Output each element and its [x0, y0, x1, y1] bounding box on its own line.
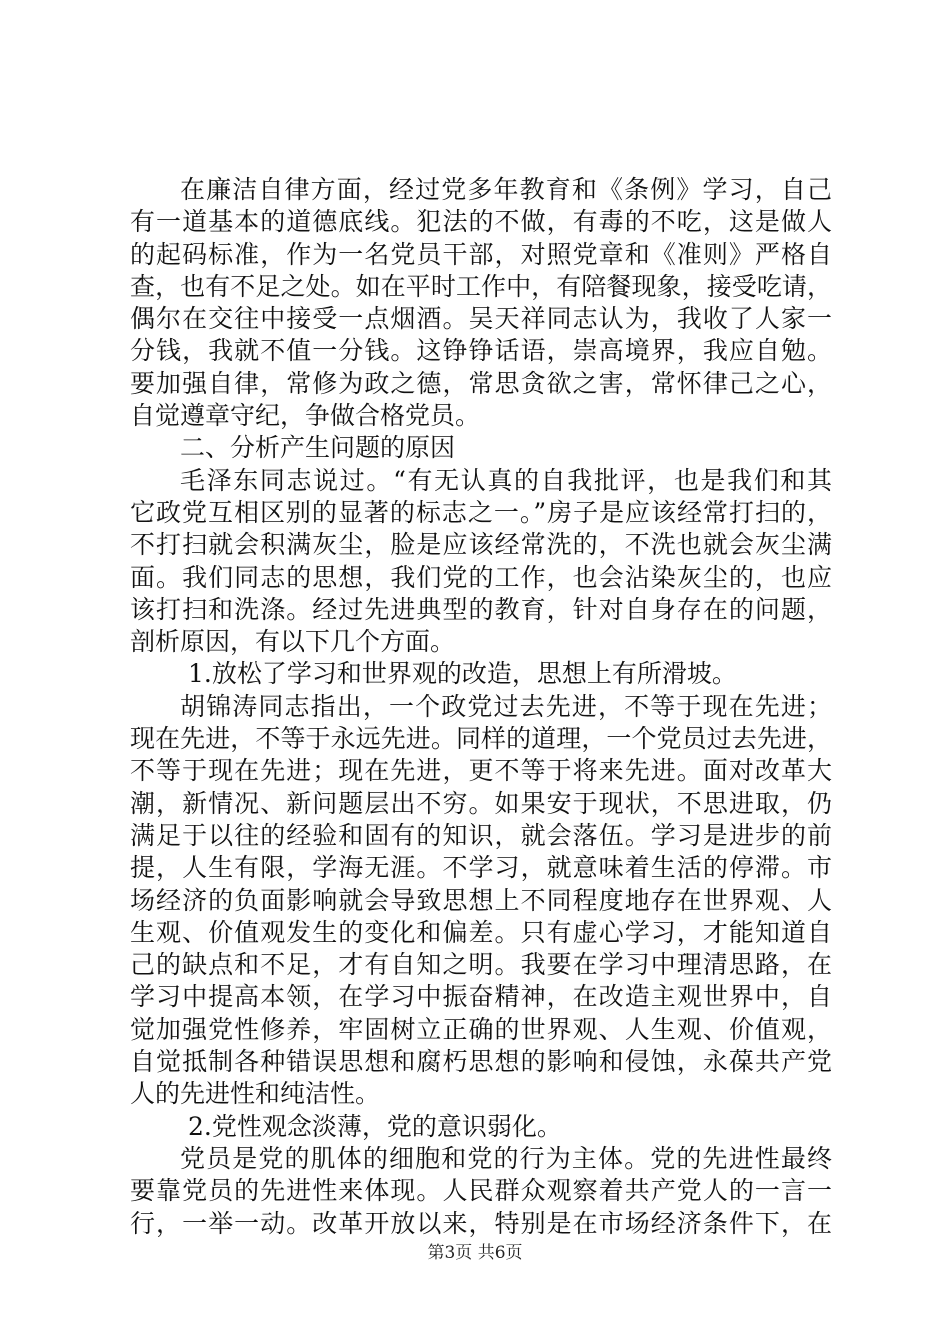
paragraph-line: 提，人生有限，学海无涯。不学习，就意味着生活的停滞。市 — [130, 853, 832, 883]
paragraph-line: 胡锦涛同志指出，一个政党过去先进，不等于现在先进； — [180, 691, 832, 721]
paragraph-line: 现在先进，不等于永远先进。同样的道理，一个党员过去先进， — [130, 724, 832, 754]
paragraph-line: 在廉洁自律方面，经过党多年教育和《条例》学习，自己 — [180, 175, 832, 204]
paragraph-line: 党员是党的肌体的细胞和党的行为主体。党的先进性最终 — [180, 1143, 832, 1173]
paragraph-line: 偶尔在交往中接受一点烟酒。吴天祥同志认为，我收了人家一 — [130, 304, 832, 334]
page-number-footer: 第3页 共6页 — [427, 1243, 523, 1263]
section-heading: 二、分析产生问题的原因 — [180, 433, 456, 463]
document-body — [130, 174, 832, 1240]
paragraph-line: 行，一举一动。改革开放以来，特别是在市场经济条件下，在 — [130, 1208, 832, 1238]
paragraph-line: 分钱，我就不值一分钱。这铮铮话语，崇高境界，我应自勉。 — [130, 336, 832, 366]
subsection-heading: 1.放松了学习和世界观的改造，思想上有所滑坡。 — [188, 659, 737, 689]
subsection-heading: 2.党性观念淡薄，党的意识弱化。 — [188, 1111, 562, 1141]
paragraph-line: 要靠党员的先进性来体现。人民群众观察着共产党人的一言一 — [130, 1176, 832, 1206]
paragraph-line: 有一道基本的道德底线。犯法的不做，有毒的不吃，这是做人 — [130, 207, 832, 237]
paragraph-line: 潮，新情况、新问题层出不穷。如果安于现状，不思进取，仍 — [130, 788, 832, 818]
paragraph-line: 毛泽东同志说过。“有无认真的自我批评，也是我们和其 — [180, 465, 832, 495]
paragraph-line: 它政党互相区别的显著的标志之一。”房子是应该经常打扫的， — [130, 497, 832, 527]
paragraph-line: 学习中提高本领，在学习中振奋精神，在改造主观世界中，自 — [130, 982, 832, 1012]
paragraph-line: 剖析原因，有以下几个方面。 — [130, 627, 456, 657]
paragraph-line: 生观、价值观发生的变化和偏差。只有虚心学习，才能知道自 — [130, 917, 832, 947]
paragraph-line: 满足于以往的经验和固有的知识，就会落伍。学习是进步的前 — [130, 820, 832, 850]
paragraph-line: 面。我们同志的思想，我们党的工作，也会沾染灰尘的，也应 — [130, 562, 832, 592]
paragraph-line: 人的先进性和纯洁性。 — [130, 1079, 381, 1109]
paragraph-line: 该打扫和洗涤。经过先进典型的教育，针对自身存在的问题， — [130, 594, 832, 624]
paragraph-line: 的起码标准，作为一名党员干部，对照党章和《准则》严格自 — [130, 239, 832, 269]
paragraph-line: 要加强自律，常修为政之德，常思贪欲之害，常怀律己之心， — [130, 368, 832, 398]
paragraph-line: 己的缺点和不足，才有自知之明。我要在学习中理清思路，在 — [130, 950, 832, 980]
paragraph-line: 场经济的负面影响就会导致思想上不同程度地存在世界观、人 — [130, 885, 832, 915]
paragraph-line: 自觉遵章守纪，争做合格党员。 — [130, 401, 481, 431]
paragraph-line: 查，也有不足之处。如在平时工作中，有陪餐现象，接受吃请， — [130, 271, 832, 301]
paragraph-line: 不等于现在先进；现在先进，更不等于将来先进。面对改革大 — [130, 756, 832, 786]
paragraph-line: 不打扫就会积满灰尘，脸是应该经常洗的，不洗也就会灰尘满 — [130, 530, 832, 560]
paragraph-line: 自觉抵制各种错误思想和腐朽思想的影响和侵蚀，永葆共产党 — [130, 1047, 832, 1077]
paragraph-line: 觉加强党性修养，牢固树立正确的世界观、人生观、价值观， — [130, 1014, 832, 1044]
